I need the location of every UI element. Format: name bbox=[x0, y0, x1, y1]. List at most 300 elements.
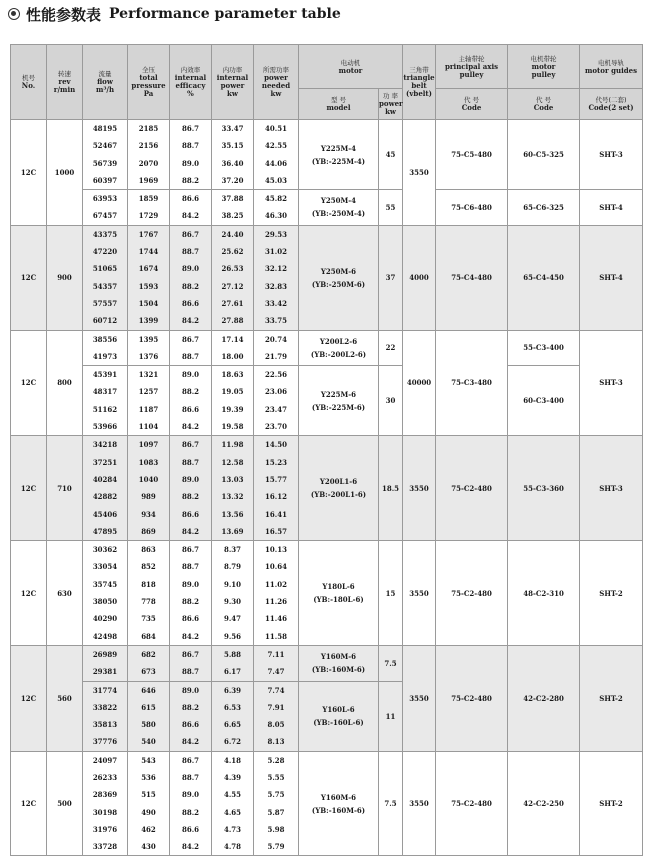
cell-needed_power: 40.51 bbox=[265, 124, 287, 133]
motor-model: Y250M-4 bbox=[320, 196, 357, 206]
cell-efficiency: 86.7 bbox=[181, 649, 200, 659]
cell-internal_power: 6.39 bbox=[223, 685, 242, 695]
cell-internal_power: 4.73 bbox=[223, 824, 242, 834]
cell-motor-pulley-code: 48-C2-310 bbox=[508, 541, 580, 646]
cell-internal-power-stack bbox=[212, 436, 254, 541]
cell-pressure: 1187 bbox=[138, 404, 159, 414]
cell-motor-model bbox=[299, 190, 379, 226]
cell-flow: 41973 bbox=[92, 351, 118, 361]
table-row bbox=[11, 190, 643, 226]
cell-principal-code: 75-C2-480 bbox=[436, 541, 508, 646]
cell-flow: 40290 bbox=[92, 614, 118, 624]
cell-principal-code: 75-C4-480 bbox=[436, 225, 508, 330]
cell-efficiency: 89.0 bbox=[181, 790, 200, 800]
cell-flow: 38050 bbox=[92, 597, 118, 607]
cell-motor-model bbox=[299, 681, 379, 751]
cell-flow: 48195 bbox=[92, 124, 118, 133]
cell-flow: 30198 bbox=[92, 807, 118, 817]
cell-flow: 63953 bbox=[92, 194, 118, 204]
cell-pressure: 646 bbox=[141, 685, 156, 695]
cell-needed_power: 10.13 bbox=[265, 545, 287, 555]
cell-pressure: 580 bbox=[141, 720, 156, 730]
cell-internal_power: 4.18 bbox=[223, 755, 242, 765]
cell-efficiency: 84.2 bbox=[181, 631, 200, 641]
cell-pressure-stack bbox=[128, 366, 170, 436]
header-no: 机号 No. bbox=[11, 45, 47, 120]
cell-needed_power: 15.23 bbox=[265, 457, 287, 467]
cell-pressure: 1744 bbox=[138, 247, 159, 257]
cell-motor-pulley-code: 55-C3-360 bbox=[508, 436, 580, 541]
cell-belt: 40000 bbox=[403, 330, 436, 436]
cell-efficiency: 89.0 bbox=[181, 579, 200, 589]
cell-speed: 710 bbox=[47, 436, 83, 541]
cell-internal_power: 38.25 bbox=[221, 211, 244, 221]
cell-flow: 35745 bbox=[92, 579, 118, 589]
cell-internal_power: 26.53 bbox=[221, 264, 244, 274]
cell-internal_power: 4.39 bbox=[223, 772, 242, 782]
cell-belt: 3550 bbox=[403, 120, 436, 226]
cell-pressure: 1040 bbox=[138, 474, 159, 484]
cell-internal_power: 35.15 bbox=[221, 141, 244, 151]
cell-flow: 54357 bbox=[92, 281, 118, 291]
motor-alt: (YB:-200L1-6) bbox=[310, 490, 367, 500]
cell-flow-stack bbox=[83, 751, 128, 856]
cell-motor-pulley-code: 65-C4-450 bbox=[508, 225, 580, 330]
cell-internal_power: 27.61 bbox=[221, 298, 244, 308]
cell-efficiency: 89.0 bbox=[181, 474, 200, 484]
cell-motor-power: 55 bbox=[379, 190, 403, 226]
cell-flow: 48317 bbox=[92, 387, 118, 397]
cell-motor-model bbox=[299, 225, 379, 330]
motor-model: Y160M-6 bbox=[320, 652, 357, 662]
header-principal-pulley: 主轴带轮 principal axis pulley bbox=[436, 45, 508, 89]
cell-flow: 31774 bbox=[92, 685, 118, 695]
table-row bbox=[11, 120, 643, 190]
cell-needed_power: 11.46 bbox=[265, 614, 287, 624]
cell-internal_power: 6.17 bbox=[223, 667, 242, 677]
cell-flow: 37776 bbox=[92, 737, 118, 747]
cell-internal_power: 4.55 bbox=[223, 790, 242, 800]
cell-internal_power: 27.12 bbox=[221, 281, 244, 291]
motor-model: Y225M-6 bbox=[320, 389, 357, 399]
cell-pressure-stack bbox=[128, 751, 170, 856]
cell-internal-power-stack bbox=[212, 225, 254, 330]
cell-efficiency-stack bbox=[170, 681, 212, 751]
cell-no: 12C bbox=[11, 225, 47, 330]
cell-internal_power: 9.56 bbox=[223, 631, 242, 641]
cell-efficiency: 86.6 bbox=[181, 509, 200, 519]
cell-motor-model bbox=[299, 436, 379, 541]
cell-belt: 3550 bbox=[403, 541, 436, 646]
cell-guide-code: SHT-3 bbox=[580, 330, 643, 436]
cell-needed_power: 10.64 bbox=[265, 562, 287, 572]
cell-pressure: 1504 bbox=[138, 298, 159, 308]
cell-needed_power: 11.58 bbox=[265, 631, 287, 641]
cell-pressure: 490 bbox=[141, 807, 156, 817]
cell-pressure-stack bbox=[128, 681, 170, 751]
cell-flow: 45391 bbox=[92, 370, 118, 380]
header-flow: 流量 flow m³/h bbox=[83, 45, 128, 120]
cell-principal-code: 75-C2-480 bbox=[436, 645, 508, 751]
cell-flow: 45406 bbox=[92, 509, 118, 519]
cell-needed-power-stack bbox=[254, 645, 299, 681]
cell-guide-code: SHT-3 bbox=[580, 436, 643, 541]
cell-guide-code: SHT-3 bbox=[580, 120, 643, 190]
cell-belt: 3550 bbox=[403, 645, 436, 751]
cell-principal-code: 75-C3-480 bbox=[436, 330, 508, 436]
cell-internal_power: 9.30 bbox=[223, 597, 242, 607]
cell-efficiency-stack bbox=[170, 645, 212, 681]
header-motor-pulley-code: 代 号 Code bbox=[508, 89, 580, 120]
cell-speed: 800 bbox=[47, 330, 83, 436]
cell-needed-power-stack bbox=[254, 330, 299, 366]
cell-pressure: 1593 bbox=[138, 281, 159, 291]
cell-internal_power: 8.79 bbox=[223, 562, 242, 572]
cell-pressure: 2070 bbox=[138, 158, 159, 168]
cell-efficiency-stack bbox=[170, 225, 212, 330]
cell-internal_power: 5.88 bbox=[223, 649, 242, 659]
cell-efficiency: 86.7 bbox=[181, 229, 200, 239]
motor-model: Y180L-6 bbox=[322, 582, 355, 592]
cell-internal_power: 13.69 bbox=[221, 526, 244, 536]
cell-flow: 37251 bbox=[92, 457, 118, 467]
cell-motor-model bbox=[299, 751, 379, 856]
cell-needed_power: 15.77 bbox=[265, 474, 287, 484]
cell-flow: 30362 bbox=[92, 545, 118, 555]
table-header bbox=[11, 45, 643, 120]
cell-efficiency: 84.2 bbox=[181, 737, 200, 747]
header-speed: 转速 rev r/min bbox=[47, 45, 83, 120]
cell-motor-power: 7.5 bbox=[379, 751, 403, 856]
cell-efficiency: 88.2 bbox=[181, 387, 200, 397]
cell-pressure: 1097 bbox=[138, 440, 159, 450]
motor-model: Y200L2-6 bbox=[319, 336, 358, 346]
cell-flow: 60397 bbox=[92, 175, 118, 185]
cell-flow: 38556 bbox=[92, 334, 118, 344]
cell-motor-power: 11 bbox=[379, 681, 403, 751]
cell-efficiency-stack bbox=[170, 330, 212, 366]
cell-principal-code: 75-C5-480 bbox=[436, 120, 508, 190]
cell-pressure-stack bbox=[128, 645, 170, 681]
cell-internal_power: 6.53 bbox=[223, 702, 242, 712]
cell-efficiency: 86.7 bbox=[181, 755, 200, 765]
cell-internal_power: 13.56 bbox=[221, 509, 244, 519]
cell-efficiency: 86.6 bbox=[181, 298, 200, 308]
cell-belt: 4000 bbox=[403, 225, 436, 330]
cell-internal_power: 18.63 bbox=[221, 370, 244, 380]
cell-pressure: 462 bbox=[141, 824, 156, 834]
cell-internal-power-stack bbox=[212, 190, 254, 226]
cell-efficiency: 86.7 bbox=[181, 124, 200, 133]
motor-alt: (YB:-180L-6) bbox=[313, 595, 364, 605]
cell-needed_power: 7.11 bbox=[267, 649, 285, 659]
table-body bbox=[11, 120, 643, 856]
cell-speed: 500 bbox=[47, 751, 83, 856]
cell-motor-power: 22 bbox=[379, 330, 403, 366]
cell-needed-power-stack bbox=[254, 366, 299, 436]
header-efficiency: 内效率 internal efficacy % bbox=[170, 45, 212, 120]
cell-needed_power: 14.50 bbox=[265, 440, 287, 450]
cell-flow-stack bbox=[83, 330, 128, 366]
cell-pressure: 682 bbox=[141, 649, 156, 659]
cell-efficiency: 88.7 bbox=[181, 562, 200, 572]
cell-no: 12C bbox=[11, 541, 47, 646]
cell-needed-power-stack bbox=[254, 751, 299, 856]
cell-internal_power: 37.20 bbox=[221, 175, 244, 185]
cell-internal_power: 13.03 bbox=[221, 474, 244, 484]
cell-efficiency: 88.7 bbox=[181, 351, 200, 361]
cell-speed: 560 bbox=[47, 645, 83, 751]
cell-efficiency: 86.6 bbox=[181, 824, 200, 834]
cell-internal_power: 25.62 bbox=[221, 247, 244, 257]
cell-needed_power: 23.47 bbox=[265, 404, 287, 414]
cell-internal_power: 8.37 bbox=[223, 545, 242, 555]
cell-needed-power-stack bbox=[254, 225, 299, 330]
cell-needed_power: 20.74 bbox=[265, 334, 287, 344]
cell-flow: 43375 bbox=[92, 229, 118, 239]
cell-motor-power: 30 bbox=[379, 366, 403, 436]
cell-internal_power: 9.10 bbox=[223, 579, 242, 589]
cell-internal_power: 36.40 bbox=[221, 158, 244, 168]
header-guides-code: 代号(二套) Code(2 set) bbox=[580, 89, 643, 120]
performance-table bbox=[10, 44, 643, 856]
cell-flow: 57557 bbox=[92, 298, 118, 308]
cell-efficiency: 84.2 bbox=[181, 422, 200, 432]
cell-flow: 56739 bbox=[92, 158, 118, 168]
cell-efficiency: 88.2 bbox=[181, 175, 200, 185]
cell-motor-model bbox=[299, 366, 379, 436]
cell-no: 12C bbox=[11, 645, 47, 751]
cell-principal-code: 75-C2-480 bbox=[436, 436, 508, 541]
cell-efficiency: 88.7 bbox=[181, 247, 200, 257]
cell-guide-code: SHT-4 bbox=[580, 190, 643, 226]
cell-motor-pulley-code: 55-C3-400 bbox=[508, 330, 580, 366]
cell-needed_power: 33.42 bbox=[265, 298, 287, 308]
cell-motor-power: 37 bbox=[379, 225, 403, 330]
cell-pressure: 1674 bbox=[138, 264, 159, 274]
cell-speed: 900 bbox=[47, 225, 83, 330]
cell-belt: 3550 bbox=[403, 751, 436, 856]
cell-efficiency: 84.2 bbox=[181, 842, 200, 852]
cell-internal_power: 33.47 bbox=[221, 124, 244, 133]
cell-needed_power: 16.57 bbox=[265, 526, 287, 536]
cell-pressure: 515 bbox=[141, 790, 156, 800]
cell-needed_power: 22.56 bbox=[265, 370, 287, 380]
motor-alt: (YB:-250M-4) bbox=[311, 209, 366, 219]
cell-needed_power: 32.83 bbox=[265, 281, 287, 291]
cell-efficiency: 89.0 bbox=[181, 158, 200, 168]
cell-flow: 47895 bbox=[92, 526, 118, 536]
cell-pressure: 1257 bbox=[138, 387, 159, 397]
header-motor-model: 型 号 model bbox=[299, 89, 379, 120]
cell-pressure: 863 bbox=[141, 545, 156, 555]
cell-internal_power: 4.78 bbox=[223, 842, 242, 852]
cell-pressure: 1395 bbox=[138, 334, 159, 344]
cell-efficiency: 84.2 bbox=[181, 526, 200, 536]
cell-motor-model bbox=[299, 541, 379, 646]
cell-flow: 34218 bbox=[92, 440, 118, 450]
table-row bbox=[11, 436, 643, 541]
cell-flow: 26989 bbox=[92, 649, 118, 659]
cell-needed_power: 7.91 bbox=[267, 702, 285, 712]
cell-needed_power: 5.75 bbox=[267, 790, 285, 800]
cell-flow: 28369 bbox=[92, 790, 118, 800]
cell-flow: 33728 bbox=[92, 842, 118, 852]
title-chinese: 性能参数表 bbox=[26, 5, 102, 24]
cell-needed_power: 46.30 bbox=[265, 211, 287, 221]
cell-pressure-stack bbox=[128, 330, 170, 366]
cell-flow-stack bbox=[83, 541, 128, 646]
header-motor-power: 功 率 power kw bbox=[379, 89, 403, 120]
cell-efficiency: 89.0 bbox=[181, 264, 200, 274]
cell-speed: 630 bbox=[47, 541, 83, 646]
cell-flow: 31976 bbox=[92, 824, 118, 834]
cell-efficiency: 88.2 bbox=[181, 597, 200, 607]
cell-flow-stack bbox=[83, 436, 128, 541]
cell-pressure: 615 bbox=[141, 702, 156, 712]
cell-pressure: 778 bbox=[141, 597, 156, 607]
cell-needed_power: 21.79 bbox=[265, 351, 287, 361]
cell-efficiency: 89.0 bbox=[181, 685, 200, 695]
cell-efficiency: 88.7 bbox=[181, 772, 200, 782]
cell-needed-power-stack bbox=[254, 541, 299, 646]
cell-motor-pulley-code: 42-C2-280 bbox=[508, 645, 580, 751]
table-row bbox=[11, 751, 643, 856]
cell-efficiency: 84.2 bbox=[181, 211, 200, 221]
cell-needed_power: 44.06 bbox=[265, 158, 287, 168]
cell-needed_power: 8.13 bbox=[267, 737, 285, 747]
cell-internal-power-stack bbox=[212, 541, 254, 646]
cell-pressure: 1104 bbox=[138, 422, 159, 432]
cell-guide-code: SHT-4 bbox=[580, 225, 643, 330]
motor-model: Y200L1-6 bbox=[319, 477, 358, 487]
cell-internal_power: 27.88 bbox=[221, 316, 244, 326]
cell-internal_power: 4.65 bbox=[223, 807, 242, 817]
header-pressure: 全压 total pressure Pa bbox=[128, 45, 170, 120]
cell-pressure-stack bbox=[128, 541, 170, 646]
cell-needed-power-stack bbox=[254, 190, 299, 226]
cell-internal_power: 24.40 bbox=[221, 229, 244, 239]
cell-needed_power: 11.02 bbox=[265, 579, 287, 589]
cell-internal_power: 37.88 bbox=[221, 194, 244, 204]
cell-internal_power: 18.00 bbox=[221, 351, 244, 361]
cell-efficiency: 86.6 bbox=[181, 720, 200, 730]
cell-needed-power-stack bbox=[254, 120, 299, 190]
cell-pressure: 1376 bbox=[138, 351, 159, 361]
cell-internal_power: 12.58 bbox=[221, 457, 244, 467]
header-guides: 电机导轨 motor guides bbox=[580, 45, 643, 89]
cell-internal_power: 6.72 bbox=[223, 737, 242, 747]
cell-flow: 29381 bbox=[92, 667, 118, 677]
cell-flow-stack bbox=[83, 120, 128, 190]
header-belt: 三角带 triangle belt (vbelt) bbox=[403, 45, 436, 120]
cell-pressure: 818 bbox=[141, 579, 156, 589]
motor-model: Y160L-6 bbox=[322, 705, 355, 715]
cell-flow: 51162 bbox=[92, 404, 118, 414]
cell-pressure: 540 bbox=[141, 737, 156, 747]
cell-needed-power-stack bbox=[254, 436, 299, 541]
cell-motor-model bbox=[299, 645, 379, 681]
cell-flow: 53966 bbox=[92, 422, 118, 432]
cell-needed_power: 16.41 bbox=[265, 509, 287, 519]
cell-flow-stack bbox=[83, 366, 128, 436]
cell-pressure: 430 bbox=[141, 842, 156, 852]
cell-needed_power: 5.55 bbox=[267, 772, 285, 782]
cell-internal_power: 19.39 bbox=[221, 404, 244, 414]
cell-internal-power-stack bbox=[212, 120, 254, 190]
header-motor-pulley: 电机带轮 motor pulley bbox=[508, 45, 580, 89]
motor-alt: (YB:-200L2-6) bbox=[310, 349, 367, 359]
cell-pressure-stack bbox=[128, 190, 170, 226]
cell-efficiency-stack bbox=[170, 436, 212, 541]
motor-alt: (YB:-225M-4) bbox=[311, 156, 366, 166]
cell-efficiency: 86.6 bbox=[181, 404, 200, 414]
cell-needed_power: 31.02 bbox=[265, 247, 287, 257]
cell-internal-power-stack bbox=[212, 366, 254, 436]
motor-alt: (YB:-250M-6) bbox=[311, 279, 366, 289]
cell-no: 12C bbox=[11, 436, 47, 541]
cell-efficiency: 84.2 bbox=[181, 316, 200, 326]
cell-pressure: 673 bbox=[141, 667, 156, 677]
cell-belt: 3550 bbox=[403, 436, 436, 541]
cell-pressure: 869 bbox=[141, 526, 156, 536]
cell-needed_power: 16.12 bbox=[265, 492, 287, 502]
cell-internal-power-stack bbox=[212, 645, 254, 681]
cell-pressure: 1859 bbox=[138, 194, 159, 204]
cell-pressure: 1399 bbox=[138, 316, 159, 326]
cell-pressure: 1767 bbox=[138, 229, 159, 239]
cell-guide-code: SHT-2 bbox=[580, 751, 643, 856]
cell-efficiency: 86.7 bbox=[181, 545, 200, 555]
cell-flow: 33822 bbox=[92, 702, 118, 712]
cell-pressure: 1321 bbox=[138, 370, 159, 380]
title-english: Performance parameter table bbox=[109, 6, 341, 22]
cell-internal-power-stack bbox=[212, 681, 254, 751]
table-row bbox=[11, 541, 643, 646]
cell-guide-code: SHT-2 bbox=[580, 645, 643, 751]
cell-flow-stack bbox=[83, 225, 128, 330]
cell-flow: 47220 bbox=[92, 247, 118, 257]
header-motor: 电动机 motor bbox=[299, 45, 403, 89]
cell-no: 12C bbox=[11, 120, 47, 226]
cell-efficiency: 88.2 bbox=[181, 702, 200, 712]
cell-flow: 24097 bbox=[92, 755, 118, 765]
cell-flow: 42498 bbox=[92, 631, 118, 641]
cell-efficiency: 86.6 bbox=[181, 614, 200, 624]
cell-flow: 60712 bbox=[92, 316, 118, 326]
cell-internal-power-stack bbox=[212, 330, 254, 366]
cell-needed_power: 5.98 bbox=[267, 824, 285, 834]
cell-pressure: 735 bbox=[141, 614, 156, 624]
cell-pressure: 934 bbox=[141, 509, 156, 519]
cell-flow-stack bbox=[83, 645, 128, 681]
cell-internal_power: 17.14 bbox=[221, 334, 244, 344]
cell-efficiency-stack bbox=[170, 366, 212, 436]
cell-pressure-stack bbox=[128, 120, 170, 190]
header-principal-code: 代 号 Code bbox=[436, 89, 508, 120]
cell-flow: 26233 bbox=[92, 772, 118, 782]
cell-motor-pulley-code: 65-C6-325 bbox=[508, 190, 580, 226]
cell-internal_power: 6.65 bbox=[223, 720, 242, 730]
cell-needed_power: 7.47 bbox=[267, 667, 285, 677]
cell-efficiency: 89.0 bbox=[181, 370, 200, 380]
cell-needed_power: 42.55 bbox=[265, 141, 287, 151]
cell-efficiency: 88.2 bbox=[181, 807, 200, 817]
motor-alt: (YB:-225M-6) bbox=[311, 402, 366, 412]
cell-efficiency: 86.7 bbox=[181, 334, 200, 344]
cell-needed_power: 45.03 bbox=[265, 175, 287, 185]
table-row bbox=[11, 225, 643, 330]
